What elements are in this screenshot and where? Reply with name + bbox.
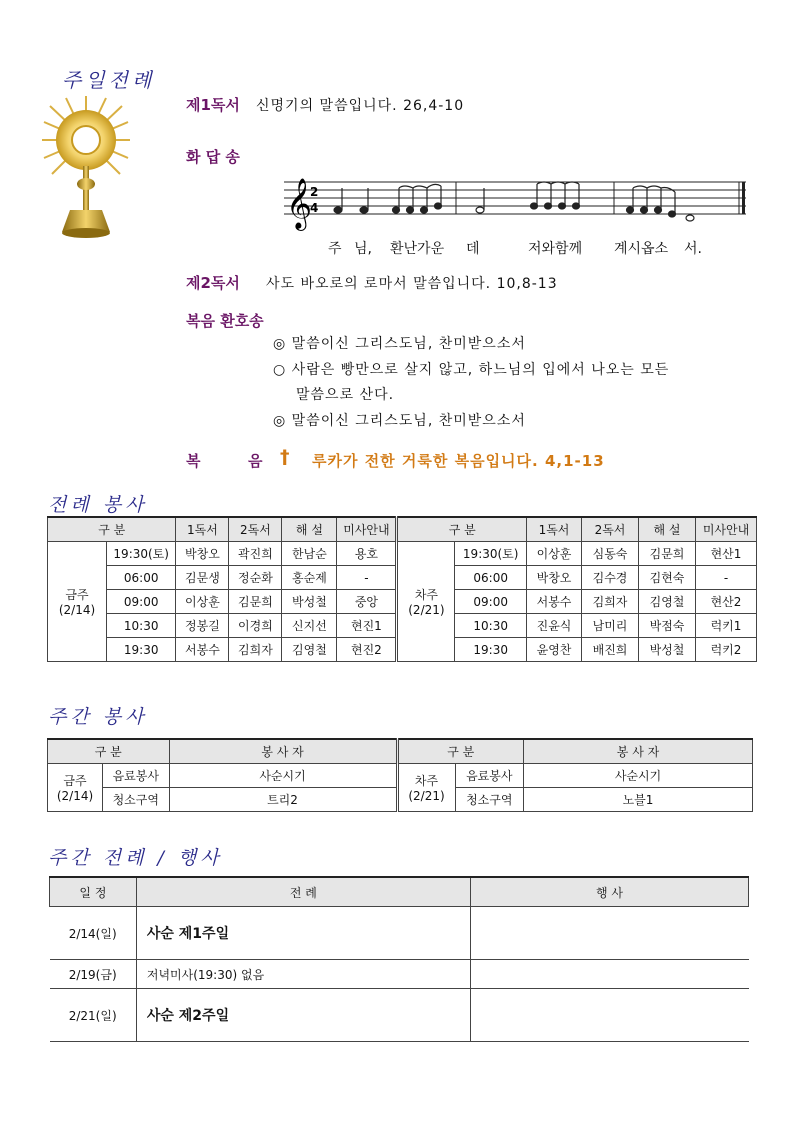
- col-header: 1독서: [176, 517, 229, 542]
- event-activity: [470, 989, 748, 1042]
- liturgy-service-title: 전례 봉사: [48, 494, 148, 516]
- table-cell: 서봉수: [527, 590, 582, 614]
- table-cell: 현진1: [337, 614, 397, 638]
- table-cell: 홍순제: [282, 566, 337, 590]
- event-date: 2/19(금): [50, 960, 137, 989]
- acclamation-line: ○ 사람은 빵만으로 살지 않고, 하느님의 입에서 나오는 모든: [273, 362, 670, 378]
- event-date: 2/14(일): [50, 907, 137, 960]
- table-cell: 럭키2: [696, 638, 757, 662]
- col-header: 구 분: [397, 517, 527, 542]
- table-cell: 09:00: [107, 590, 176, 614]
- table-cell: 박창오: [176, 542, 229, 566]
- table-cell: 10:30: [107, 614, 176, 638]
- table-cell: 정순화: [229, 566, 282, 590]
- acclamation-line: ◎ 말씀이신 그리스도님, 찬미받으소서: [273, 336, 526, 352]
- table-cell: -: [696, 566, 757, 590]
- col-header: 해 설: [639, 517, 696, 542]
- lyric-word: 저와함께: [528, 241, 583, 257]
- table-cell: 현산1: [696, 542, 757, 566]
- svg-text:𝄞: 𝄞: [286, 178, 313, 229]
- table-cell: 김문생: [176, 566, 229, 590]
- col-header: 구 분: [397, 739, 523, 764]
- table-cell: 김영철: [282, 638, 337, 662]
- table-cell: 이경희: [229, 614, 282, 638]
- table-cell: 곽진희: [229, 542, 282, 566]
- col-header: 행 사: [470, 877, 748, 907]
- table-cell: 박창오: [527, 566, 582, 590]
- lyric-word: 데: [466, 241, 480, 257]
- table-cell: 윤영찬: [527, 638, 582, 662]
- event-liturgy: 사순 제1주일: [136, 907, 470, 960]
- second-reading-label: 제2독서: [186, 274, 240, 292]
- table-cell: 06:00: [107, 566, 176, 590]
- table-cell: 노블1: [524, 788, 753, 812]
- table-cell: 음료봉사: [103, 764, 170, 788]
- first-reading-label: 제1독서: [186, 96, 240, 114]
- table-cell: 19:30: [455, 638, 527, 662]
- table-cell: 10:30: [455, 614, 527, 638]
- page-title: 주일전례: [62, 68, 156, 92]
- table-cell: 박성철: [282, 590, 337, 614]
- table-cell: 06:00: [455, 566, 527, 590]
- table-cell: 트리2: [169, 788, 397, 812]
- table-cell: 19:30: [107, 638, 176, 662]
- event-activity: [470, 907, 748, 960]
- lyric-word: 환난가운: [390, 241, 445, 257]
- weekly-events-title: 주간 전례 / 행사: [48, 847, 223, 869]
- cross-icon: †: [280, 446, 291, 468]
- table-cell: 중앙: [337, 590, 397, 614]
- col-header: 전 례: [136, 877, 470, 907]
- col-header: 구 분: [48, 739, 170, 764]
- monstrance-icon: [40, 92, 132, 244]
- event-liturgy: 사순 제2주일: [136, 989, 470, 1042]
- lyric-word: 주: [328, 241, 342, 257]
- music-staff: [284, 174, 750, 236]
- table-cell: 진윤식: [527, 614, 582, 638]
- table-cell: 김문희: [639, 542, 696, 566]
- table-cell: 박점숙: [639, 614, 696, 638]
- table-cell: 청소구역: [455, 788, 523, 812]
- table-cell: 서봉수: [176, 638, 229, 662]
- table-cell: 배진희: [582, 638, 639, 662]
- svg-text:4: 4: [310, 201, 319, 215]
- table-cell: 음료봉사: [455, 764, 523, 788]
- col-header: 봉 사 자: [524, 739, 753, 764]
- col-header: 구 분: [48, 517, 176, 542]
- table-cell: 현진2: [337, 638, 397, 662]
- table-cell: 김희자: [582, 590, 639, 614]
- event-date: 2/21(일): [50, 989, 137, 1042]
- table-cell: 럭키1: [696, 614, 757, 638]
- table-cell: 현산2: [696, 590, 757, 614]
- table-cell: 이상훈: [527, 542, 582, 566]
- gospel-label-b: 음: [248, 452, 263, 470]
- table-cell: 19:30(토): [455, 542, 527, 566]
- acclamation-label: 복음 환호송: [186, 312, 264, 330]
- table-cell: 김문희: [229, 590, 282, 614]
- col-header: 해 설: [282, 517, 337, 542]
- gospel-text: 루카가 전한 거룩한 복음입니다. 4,1-13: [312, 452, 605, 470]
- table-cell: 사순시기: [169, 764, 397, 788]
- gospel-label-a: 복: [186, 452, 201, 470]
- table-cell: 김희자: [229, 638, 282, 662]
- weekly-service-title: 주간 봉사: [48, 706, 148, 728]
- table-cell: 정봉길: [176, 614, 229, 638]
- lyric-word: 계시옵소: [614, 241, 669, 257]
- week-label: 차주 (2/21): [397, 542, 455, 662]
- table-cell: 신지선: [282, 614, 337, 638]
- table-cell: 09:00: [455, 590, 527, 614]
- table-cell: 김수경: [582, 566, 639, 590]
- psalm-label: 화 답 송: [186, 148, 240, 166]
- table-cell: 한남순: [282, 542, 337, 566]
- table-cell: 용호: [337, 542, 397, 566]
- psalm-lyrics: [284, 238, 750, 258]
- event-liturgy: 저녁미사(19:30) 없음: [136, 960, 470, 989]
- col-header: 일 정: [50, 877, 137, 907]
- svg-text:2: 2: [310, 185, 319, 199]
- week-label: 차주 (2/21): [397, 764, 455, 812]
- weekly-events-table: [49, 876, 749, 1042]
- lyric-word: 님,: [354, 241, 372, 257]
- first-reading-text: 신명기의 말씀입니다. 26,4-10: [256, 98, 465, 114]
- acclamation-line: ◎ 말씀이신 그리스도님, 찬미받으소서: [273, 413, 526, 429]
- second-reading-text: 사도 바오로의 로마서 말씀입니다. 10,8-13: [266, 276, 558, 292]
- col-header: 미사안내: [337, 517, 397, 542]
- table-cell: 청소구역: [103, 788, 170, 812]
- table-cell: 남미리: [582, 614, 639, 638]
- weekly-service-table: [47, 738, 753, 812]
- week-label: 금주 (2/14): [48, 542, 107, 662]
- liturgy-service-table: [47, 516, 757, 662]
- col-header: 2독서: [582, 517, 639, 542]
- table-cell: 19:30(토): [107, 542, 176, 566]
- table-cell: 심동숙: [582, 542, 639, 566]
- week-label: 금주 (2/14): [48, 764, 103, 812]
- col-header: 2독서: [229, 517, 282, 542]
- acclamation-line: 말씀으로 산다.: [296, 387, 395, 403]
- table-cell: 박성철: [639, 638, 696, 662]
- col-header: 1독서: [527, 517, 582, 542]
- lyric-word: 서.: [684, 241, 702, 257]
- table-cell: 김현숙: [639, 566, 696, 590]
- event-activity: [470, 960, 748, 989]
- col-header: 봉 사 자: [169, 739, 397, 764]
- table-cell: 이상훈: [176, 590, 229, 614]
- col-header: 미사안내: [696, 517, 757, 542]
- table-cell: 김영철: [639, 590, 696, 614]
- table-cell: -: [337, 566, 397, 590]
- table-cell: 사순시기: [524, 764, 753, 788]
